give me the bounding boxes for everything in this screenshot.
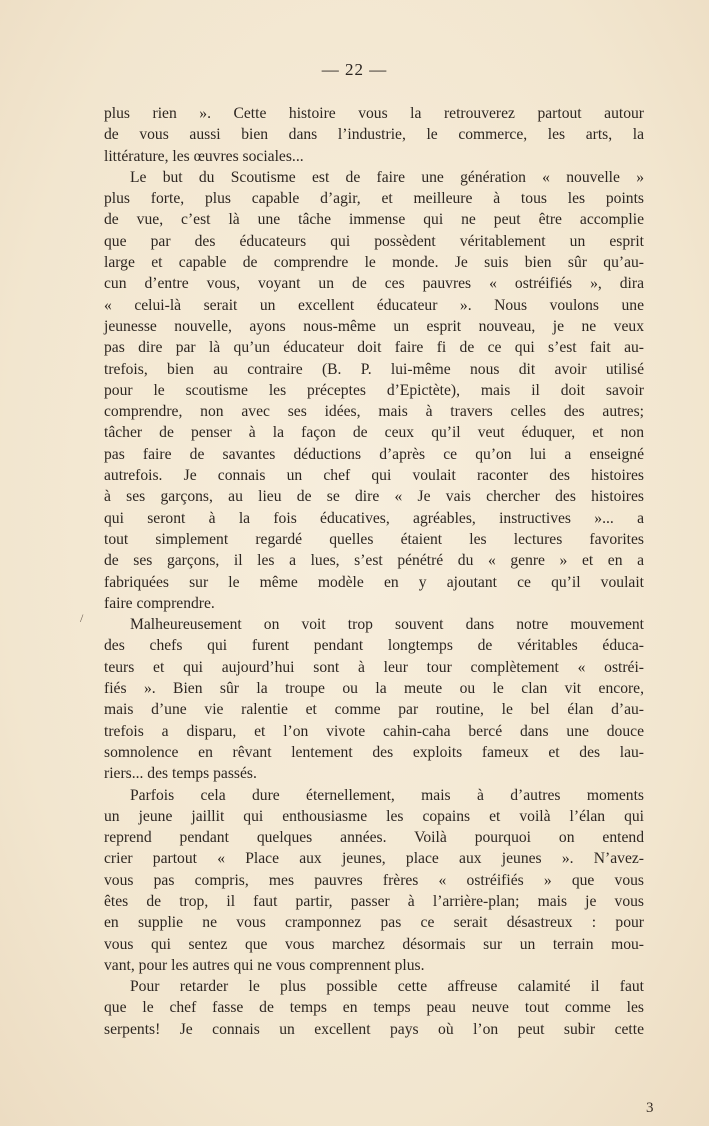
text-line: tout simplement regardé quelles étaient les lectures favorites: [104, 530, 644, 548]
text-line: plus rien ». Cette histoire vous la retrouverez partout autour: [104, 105, 644, 122]
text-line: pas faire de savantes déductions d’après ce qu’on lui a enseigné: [104, 445, 644, 463]
text-line: Parfois cela dure éternellement, mais à d’autres moments: [130, 786, 644, 804]
text-line: êtes de trop, il faut partir, passer à l’arrière-plan; mais je vous: [104, 892, 644, 910]
text-line: Le but du Scoutisme est de faire une génération « nouvelle »: [130, 168, 644, 186]
text-line: en supplie ne vous cramponnez pas ce serait désastreux : pour: [104, 914, 644, 932]
text-line: fabriquées sur le même modèle en y ajoutant ce qu’il voulait: [104, 573, 644, 591]
text-line: que le chef fasse de temps en temps peau neuve tout comme les: [104, 999, 644, 1017]
text-line: qui seront à la fois éducatives, agréables, instructives »... a: [104, 509, 644, 527]
text-line: reprend pendant quelques années. Voilà pourquoi on entend: [104, 829, 644, 847]
text-line: somnolence en rêvant lentement des exploits fameux et des lau-: [104, 743, 644, 761]
text-line: un jeune jaillit qui enthousiasme les copains et voilà l’élan qui: [104, 807, 644, 825]
page-number: — 22 —: [321, 60, 388, 79]
text-line: jeunesse nouvelle, ayons nous-même un esprit nouveau, je ne veux: [104, 317, 644, 335]
text-line: pas dire par là qu’un éducateur doit faire fi de ce qui s’est fait au-: [104, 339, 644, 357]
text-line: Pour retarder le plus possible cette affreuse calamité il faut: [130, 978, 644, 996]
text-line: large et capable de comprendre le monde. Je suis bien sûr qu’au-: [104, 254, 644, 272]
text-line: teurs et qui aujourd’hui sont à leur tour complètement « ostréi-: [104, 658, 644, 676]
text-line: trefois, bien au contraire (B. P. lui-même nous dit avoir utilisé: [104, 360, 644, 378]
text-line: vous pas compris, mes pauvres frères « ostréifiés » que vous: [104, 871, 644, 889]
text-line: que par des éducateurs qui possèdent véritablement un esprit: [104, 232, 644, 250]
text-line: de ses garçons, il les a lues, s’est pénétré du « genre » et en a: [104, 552, 644, 570]
text-line: autrefois. Je connais un chef qui voulait raconter des histoires: [104, 467, 644, 485]
text-line: à ses garçons, au lieu de se dire « Je vais chercher des histoires: [104, 488, 644, 506]
text-line: serpents! Je connais un excellent pays où l’on peut subir cette: [104, 1020, 644, 1038]
text-line: vant, pour les autres qui ne vous comprennent plus.: [104, 956, 425, 974]
text-line: riers... des temps passés.: [104, 765, 257, 783]
text-line: fiés ». Bien sûr la troupe ou la meute ou le clan vit encore,: [104, 680, 644, 698]
text-line: pour le scoutisme les préceptes d’Epictète), mais il doit savoir: [104, 381, 644, 399]
text-line: trefois a disparu, et l’on vivote cahin-caha bercé dans une douce: [104, 722, 644, 740]
text-line: faire comprendre.: [104, 594, 215, 612]
text-line: littérature, les œuvres sociales...: [104, 147, 304, 165]
text-line: de vous aussi bien dans l’industrie, le commerce, les arts, la: [104, 126, 644, 144]
text-line: de vue, c’est là une tâche immense qui ne peut être accomplie: [104, 211, 644, 229]
text-line: « celui-là serait un excellent éducateur ». Nous voulons une: [104, 296, 644, 314]
text-line: Malheureusement on voit trop souvent dans notre mouvement: [130, 616, 644, 634]
text-line: mais d’une vie ralentie et comme par routine, le bel élan d’au-: [104, 701, 644, 719]
text-line: comprendre, non avec ses idées, mais à travers celles des autres;: [104, 403, 644, 421]
margin-pencil-mark: /: [80, 611, 84, 625]
text-line: des chefs qui furent pendant longtemps de véritables éduca-: [104, 637, 644, 655]
text-line: crier partout « Place aux jeunes, place aux jeunes ». N’avez-: [104, 850, 644, 868]
text-line: cun d’entre vous, voyant un de ces pauvres « ostréifiés », dira: [104, 275, 644, 293]
text-line: plus forte, plus capable d’agir, et meilleure à tous les points: [104, 190, 644, 208]
text-line: vous qui sentez que vous marchez désormais sur un terrain mou-: [104, 935, 644, 953]
corner-mark: 3: [646, 1100, 654, 1116]
text-line: tâcher de penser à la façon de ceux qu’il veut éduquer, et non: [104, 424, 644, 442]
body-text: [104, 103, 644, 1040]
